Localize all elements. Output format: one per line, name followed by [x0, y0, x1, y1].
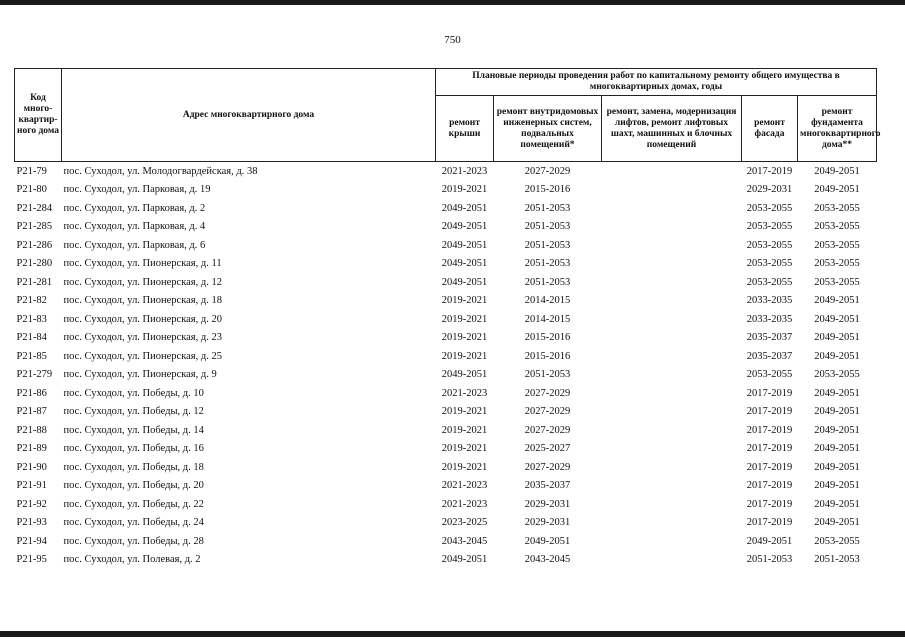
row-code: Р21-286 — [16, 239, 53, 251]
row-facade: 2053-2055 — [746, 369, 793, 381]
row-systems: 2027-2029 — [524, 165, 571, 177]
row-foundation: 2049-2051 — [814, 165, 860, 177]
header-foundation: ремонт фундамента многоквартирного дома** — [798, 96, 877, 162]
row-elevators — [602, 532, 742, 551]
row-foundation: 2049-2051 — [814, 184, 860, 196]
row-foundation: 2049-2051 — [814, 461, 860, 473]
row-facade: 2035-2037 — [746, 332, 793, 344]
row-systems: 2014-2015 — [524, 313, 571, 325]
row-foundation: 2049-2051 — [814, 498, 860, 510]
row-systems: 2051-2053 — [524, 258, 571, 270]
row-elevators — [602, 347, 742, 366]
table-row — [15, 440, 877, 459]
row-address: пос. Суходол, ул. Пионерская, д. 12 — [63, 276, 222, 288]
row-code: Р21-87 — [16, 406, 47, 418]
row-roof: 2049-2051 — [441, 258, 488, 270]
row-roof: 2019-2021 — [441, 443, 488, 455]
header-systems: ремонт внутридомовых инженерных систем, подвальных помещений* — [494, 96, 602, 162]
header-code: Код много-квартир-ного дома — [15, 69, 62, 162]
table-row — [15, 384, 877, 403]
row-elevators — [602, 292, 742, 311]
row-roof: 2019-2021 — [441, 295, 488, 307]
row-facade: 2033-2035 — [746, 313, 793, 325]
row-foundation: 2053-2055 — [814, 202, 860, 214]
row-systems: 2015-2016 — [524, 332, 571, 344]
row-code: Р21-95 — [16, 554, 47, 566]
row-elevators — [602, 199, 742, 218]
row-elevators — [602, 495, 742, 514]
row-elevators — [602, 218, 742, 237]
row-elevators — [602, 458, 742, 477]
row-roof: 2019-2021 — [441, 350, 488, 362]
table-body — [15, 162, 877, 570]
table-row — [15, 458, 877, 477]
row-roof: 2049-2051 — [441, 369, 488, 381]
row-code: Р21-94 — [16, 535, 47, 547]
row-facade: 2053-2055 — [746, 276, 793, 288]
row-foundation: 2049-2051 — [814, 480, 860, 492]
row-roof: 2049-2051 — [441, 239, 488, 251]
row-elevators — [602, 366, 742, 385]
row-systems: 2025-2027 — [524, 443, 571, 455]
row-systems: 2027-2029 — [524, 424, 571, 436]
row-systems: 2029-2031 — [524, 498, 571, 510]
row-foundation: 2049-2051 — [814, 406, 860, 418]
row-systems: 2043-2045 — [524, 554, 571, 566]
row-elevators — [602, 236, 742, 255]
row-elevators — [602, 403, 742, 422]
row-address: пос. Суходол, ул. Победы, д. 24 — [63, 517, 204, 529]
row-roof: 2019-2021 — [441, 406, 488, 418]
row-code: Р21-279 — [16, 369, 53, 381]
row-facade: 2053-2055 — [746, 239, 793, 251]
row-facade: 2029-2031 — [746, 184, 793, 196]
row-address: пос. Суходол, ул. Победы, д. 12 — [63, 406, 204, 418]
row-roof: 2049-2051 — [441, 276, 488, 288]
row-elevators — [602, 551, 742, 570]
row-facade: 2017-2019 — [746, 165, 793, 177]
row-elevators — [602, 421, 742, 440]
row-roof: 2021-2023 — [441, 165, 488, 177]
row-address: пос. Суходол, ул. Победы, д. 22 — [63, 498, 204, 510]
row-facade: 2017-2019 — [746, 498, 793, 510]
table-header — [15, 69, 881, 162]
table-row — [15, 532, 877, 551]
repair-schedule-table — [14, 68, 881, 569]
row-systems: 2027-2029 — [524, 461, 571, 473]
row-systems: 2051-2053 — [524, 221, 571, 233]
row-elevators — [602, 181, 742, 200]
row-code: Р21-83 — [16, 313, 47, 325]
row-address: пос. Суходол, ул. Парковая, д. 6 — [63, 239, 206, 251]
row-roof: 2043-2045 — [441, 535, 488, 547]
row-facade: 2033-2035 — [746, 295, 793, 307]
row-systems: 2029-2031 — [524, 517, 571, 529]
row-elevators — [602, 162, 742, 181]
row-roof: 2019-2021 — [441, 332, 488, 344]
row-foundation: 2053-2055 — [814, 535, 860, 547]
table-row — [15, 495, 877, 514]
row-code: Р21-86 — [16, 387, 47, 399]
row-address: пос. Суходол, ул. Пионерская, д. 18 — [63, 295, 222, 307]
row-address: пос. Суходол, ул. Пионерская, д. 23 — [63, 332, 222, 344]
row-foundation: 2049-2051 — [814, 350, 860, 362]
row-address: пос. Суходол, ул. Пионерская, д. 11 — [63, 258, 222, 270]
row-foundation: 2051-2053 — [814, 554, 860, 566]
row-roof: 2019-2021 — [441, 424, 488, 436]
table-row — [15, 181, 877, 200]
row-foundation: 2053-2055 — [814, 221, 860, 233]
row-address: пос. Суходол, ул. Победы, д. 20 — [63, 480, 204, 492]
row-systems: 2027-2029 — [524, 387, 571, 399]
row-address: пос. Суходол, ул. Парковая, д. 19 — [63, 184, 211, 196]
row-facade: 2017-2019 — [746, 517, 793, 529]
row-facade: 2017-2019 — [746, 461, 793, 473]
top-rule — [0, 0, 905, 5]
table-row — [15, 162, 877, 181]
row-foundation: 2053-2055 — [814, 239, 860, 251]
row-code: Р21-93 — [16, 517, 47, 529]
row-facade: 2053-2055 — [746, 258, 793, 270]
row-address: пос. Суходол, ул. Победы, д. 18 — [63, 461, 204, 473]
row-facade: 2017-2019 — [746, 387, 793, 399]
row-code: Р21-88 — [16, 424, 47, 436]
row-code: Р21-85 — [16, 350, 47, 362]
row-address: пос. Суходол, ул. Пионерская, д. 25 — [63, 350, 222, 362]
row-address: пос. Суходол, ул. Пионерская, д. 20 — [63, 313, 222, 325]
table-row — [15, 514, 877, 533]
table-row — [15, 366, 877, 385]
row-elevators — [602, 440, 742, 459]
row-systems: 2015-2016 — [524, 184, 571, 196]
table-row — [15, 199, 877, 218]
row-foundation: 2053-2055 — [814, 258, 860, 270]
row-code: Р21-82 — [16, 295, 47, 307]
row-elevators — [602, 329, 742, 348]
table-row — [15, 477, 877, 496]
table-row — [15, 310, 877, 329]
row-address: пос. Суходол, ул. Победы, д. 10 — [63, 387, 204, 399]
row-code: Р21-79 — [16, 165, 47, 177]
row-systems: 2035-2037 — [524, 480, 571, 492]
row-systems: 2051-2053 — [524, 276, 571, 288]
row-address: пос. Суходол, ул. Полевая, д. 2 — [63, 554, 201, 566]
row-code: Р21-89 — [16, 443, 47, 455]
row-address: пос. Суходол, ул. Победы, д. 16 — [63, 443, 204, 455]
row-elevators — [602, 477, 742, 496]
table-row — [15, 218, 877, 237]
header-elevators: ремонт, замена, модернизация лифтов, ремонт лифтовых шахт, машинных и блочных помещений — [602, 96, 742, 162]
row-code: Р21-280 — [16, 258, 53, 270]
table-row — [15, 403, 877, 422]
row-roof: 2021-2023 — [441, 480, 488, 492]
row-code: Р21-91 — [16, 480, 47, 492]
row-foundation: 2049-2051 — [814, 517, 860, 529]
page-number: 750 — [444, 34, 461, 46]
row-foundation: 2049-2051 — [814, 387, 860, 399]
row-elevators — [602, 310, 742, 329]
row-address: пос. Суходол, ул. Победы, д. 14 — [63, 424, 204, 436]
row-facade: 2017-2019 — [746, 480, 793, 492]
row-systems: 2051-2053 — [524, 202, 571, 214]
row-address: пос. Суходол, ул. Парковая, д. 2 — [63, 202, 206, 214]
row-systems: 2015-2016 — [524, 350, 571, 362]
row-code: Р21-84 — [16, 332, 47, 344]
row-facade: 2051-2053 — [746, 554, 793, 566]
row-roof: 2049-2051 — [441, 554, 488, 566]
row-facade: 2049-2051 — [746, 535, 793, 547]
row-roof: 2019-2021 — [441, 461, 488, 473]
row-code: Р21-92 — [16, 498, 47, 510]
row-foundation: 2053-2055 — [814, 276, 860, 288]
row-code: Р21-80 — [16, 184, 47, 196]
row-roof: 2049-2051 — [441, 202, 488, 214]
header-address: Адрес многоквартирного дома — [62, 69, 436, 162]
row-facade: 2035-2037 — [746, 350, 793, 362]
header-periods: Плановые периоды проведения работ по капитальному ремонту общего имущества в многоквартирных домах, годы — [436, 69, 877, 96]
row-roof: 2019-2021 — [441, 313, 488, 325]
row-foundation: 2053-2055 — [814, 369, 860, 381]
row-address: пос. Суходол, ул. Победы, д. 28 — [63, 535, 204, 547]
row-elevators — [602, 255, 742, 274]
row-facade: 2053-2055 — [746, 202, 793, 214]
row-systems: 2051-2053 — [524, 369, 571, 381]
table-row — [15, 292, 877, 311]
row-facade: 2017-2019 — [746, 406, 793, 418]
row-code: Р21-285 — [16, 221, 53, 233]
row-facade: 2017-2019 — [746, 424, 793, 436]
table-row — [15, 329, 877, 348]
row-roof: 2021-2023 — [441, 498, 488, 510]
row-roof: 2023-2025 — [441, 517, 488, 529]
header-facade: ремонт фасада — [742, 96, 798, 162]
row-systems: 2049-2051 — [524, 535, 571, 547]
row-address: пос. Суходол, ул. Пионерская, д. 9 — [63, 369, 217, 381]
row-roof: 2019-2021 — [441, 184, 488, 196]
bottom-rule — [0, 631, 905, 637]
header-roof: ремонт крыши — [436, 96, 494, 162]
row-foundation: 2049-2051 — [814, 295, 860, 307]
row-elevators — [602, 514, 742, 533]
row-foundation: 2049-2051 — [814, 424, 860, 436]
table-row — [15, 347, 877, 366]
row-roof: 2049-2051 — [441, 221, 488, 233]
row-facade: 2053-2055 — [746, 221, 793, 233]
row-roof: 2021-2023 — [441, 387, 488, 399]
row-systems: 2027-2029 — [524, 406, 571, 418]
row-systems: 2014-2015 — [524, 295, 571, 307]
row-address: пос. Суходол, ул. Парковая, д. 4 — [63, 221, 206, 233]
row-foundation: 2049-2051 — [814, 313, 860, 325]
row-foundation: 2049-2051 — [814, 443, 860, 455]
table-row — [15, 236, 877, 255]
table-row — [15, 255, 877, 274]
row-code: Р21-284 — [16, 202, 53, 214]
table-row — [15, 421, 877, 440]
row-code: Р21-90 — [16, 461, 47, 473]
row-elevators — [602, 384, 742, 403]
row-elevators — [602, 273, 742, 292]
row-code: Р21-281 — [16, 276, 53, 288]
row-foundation: 2049-2051 — [814, 332, 860, 344]
table-row — [15, 273, 877, 292]
row-address: пос. Суходол, ул. Молодогвардейская, д. 38 — [63, 165, 258, 177]
row-facade: 2017-2019 — [746, 443, 793, 455]
row-systems: 2051-2053 — [524, 239, 571, 251]
table-row — [15, 551, 877, 570]
